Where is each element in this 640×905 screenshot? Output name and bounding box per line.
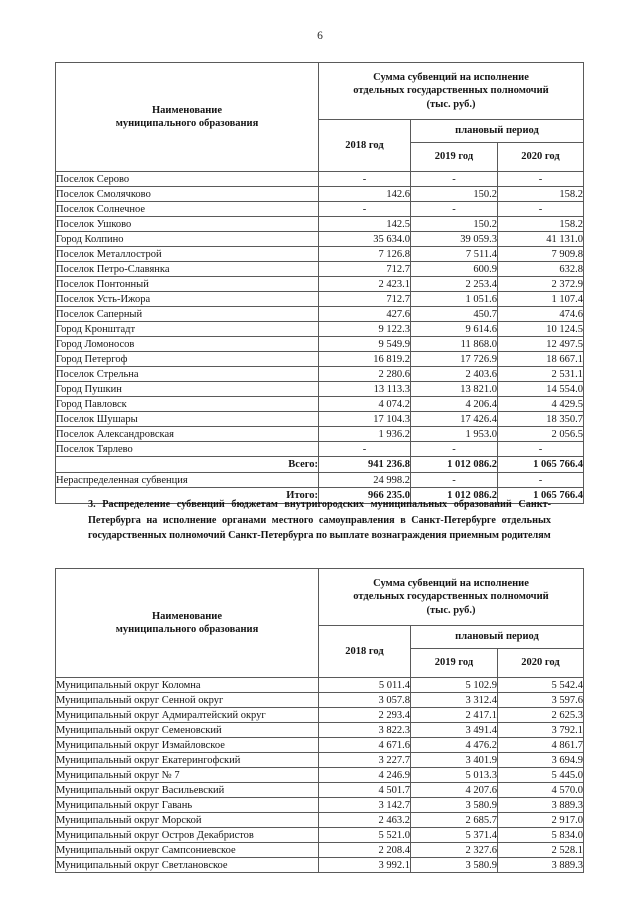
cell-municipality-name: Поселок Солнечное	[56, 202, 319, 217]
cell-year-2020: 7 909.8	[498, 247, 584, 262]
cell-municipality-name: Поселок Александровская	[56, 427, 319, 442]
cell-municipality-name: Муниципальный округ Семеновский	[56, 723, 319, 738]
table-row	[56, 858, 584, 873]
cell-year-2018: 17 104.3	[319, 412, 411, 427]
cell-year-2018: 4 074.2	[319, 397, 411, 412]
cell-year-2018: 9 549.9	[319, 337, 411, 352]
cell-year-2018: -	[319, 442, 411, 457]
cell-year-2020: 12 497.5	[498, 337, 584, 352]
header-sum-line-3: (тыс. руб.)	[426, 604, 476, 616]
cell-year-2018: 3 992.1	[319, 858, 411, 873]
cell-year-2020: 5 834.0	[498, 828, 584, 843]
cell-municipality-name: Поселок Петро-Славянка	[56, 262, 319, 277]
cell-municipality-name: Город Пушкин	[56, 382, 319, 397]
cell-year-2020: 3 792.1	[498, 723, 584, 738]
cell-year-2019: 3 491.4	[411, 723, 498, 738]
cell-year-2019: 2 403.6	[411, 367, 498, 382]
cell-year-2019: 9 614.6	[411, 322, 498, 337]
subventions-table-one	[55, 62, 584, 504]
table-row	[56, 828, 584, 843]
cell-summary-2018: 966 235.0	[319, 488, 411, 504]
cell-municipality-name: Муниципальный округ Васильевский	[56, 783, 319, 798]
table-row	[56, 813, 584, 828]
table-row	[56, 247, 584, 262]
cell-year-2018: 712.7	[319, 262, 411, 277]
cell-year-2020: 18 667.1	[498, 352, 584, 367]
cell-summary-2020: -	[498, 473, 584, 488]
cell-year-2019: -	[411, 172, 498, 187]
cell-year-2018: 7 126.8	[319, 247, 411, 262]
cell-year-2020: 14 554.0	[498, 382, 584, 397]
table-summary-row	[56, 457, 584, 473]
cell-year-2018: 2 463.2	[319, 813, 411, 828]
table-row	[56, 723, 584, 738]
cell-municipality-name: Поселок Серово	[56, 172, 319, 187]
cell-year-2018: 2 423.1	[319, 277, 411, 292]
header-planned-period: плановый период	[411, 626, 584, 649]
cell-year-2018: 3 057.8	[319, 693, 411, 708]
table-row	[56, 382, 584, 397]
table-row	[56, 798, 584, 813]
cell-year-2018: 712.7	[319, 292, 411, 307]
table-row	[56, 307, 584, 322]
cell-year-2020: 4 429.5	[498, 397, 584, 412]
table-summary-row	[56, 473, 584, 488]
cell-year-2018: 142.6	[319, 187, 411, 202]
table-row	[56, 397, 584, 412]
cell-summary-2020: 1 065 766.4	[498, 488, 584, 504]
header-name-line-2: муниципального образования	[115, 118, 259, 129]
table-row	[56, 277, 584, 292]
table-row	[56, 187, 584, 202]
cell-year-2020: 474.6	[498, 307, 584, 322]
cell-summary-2018: 941 236.8	[319, 457, 411, 473]
cell-year-2018: 9 122.3	[319, 322, 411, 337]
cell-year-2019: 150.2	[411, 187, 498, 202]
cell-municipality-name: Муниципальный округ Гавань	[56, 798, 319, 813]
cell-year-2019: 3 580.9	[411, 858, 498, 873]
table-row	[56, 262, 584, 277]
table-row	[56, 172, 584, 187]
table-one-header	[56, 63, 584, 172]
cell-municipality-name: Муниципальный округ Светлановское	[56, 858, 319, 873]
cell-municipality-name: Поселок Понтонный	[56, 277, 319, 292]
cell-year-2018: 3 142.7	[319, 798, 411, 813]
table-row	[56, 738, 584, 753]
header-name-line-1: Наименование	[152, 610, 222, 622]
cell-year-2019: 150.2	[411, 217, 498, 232]
cell-year-2019: 3 580.9	[411, 798, 498, 813]
table-row	[56, 322, 584, 337]
cell-year-2020: 2 917.0	[498, 813, 584, 828]
cell-year-2019: 11 868.0	[411, 337, 498, 352]
cell-municipality-name: Поселок Тярлево	[56, 442, 319, 457]
header-sum-line-3: (тыс. руб.)	[426, 98, 476, 110]
cell-municipality-name: Поселок Саперный	[56, 307, 319, 322]
cell-year-2018: 16 819.2	[319, 352, 411, 367]
cell-summary-2020: 1 065 766.4	[498, 457, 584, 473]
cell-municipality-name: Поселок Смолячково	[56, 187, 319, 202]
cell-year-2019: 1 953.0	[411, 427, 498, 442]
cell-year-2020: 41 131.0	[498, 232, 584, 247]
header-year-2018: 2018 год	[319, 626, 411, 678]
cell-year-2019: 17 726.9	[411, 352, 498, 367]
cell-year-2019: 4 207.6	[411, 783, 498, 798]
cell-year-2019: 39 059.3	[411, 232, 498, 247]
cell-year-2020: 3 597.6	[498, 693, 584, 708]
cell-year-2018: 4 501.7	[319, 783, 411, 798]
table-row	[56, 783, 584, 798]
cell-year-2019: 4 476.2	[411, 738, 498, 753]
cell-year-2019: 5 102.9	[411, 678, 498, 693]
cell-year-2019: 7 511.4	[411, 247, 498, 262]
cell-year-2019: 4 206.4	[411, 397, 498, 412]
cell-municipality-name: Город Петергоф	[56, 352, 319, 367]
header-year-2020: 2020 год	[498, 143, 584, 172]
section-3-paragraph: 3. Распределение субвенций бюджетам внутригородских муниципальных образований Санкт-Петербурга на исполнение органами местного самоуправления в Санкт-Петербурге отдельных государственных полномочий Санкт-Петербурга по выплате вознаграждения приемным родителям	[88, 499, 551, 541]
cell-municipality-name: Город Колпино	[56, 232, 319, 247]
cell-year-2019: 5 371.4	[411, 828, 498, 843]
cell-summary-label: Всего:	[56, 457, 319, 473]
cell-year-2018: 2 293.4	[319, 708, 411, 723]
cell-year-2020: -	[498, 202, 584, 217]
table-one-body	[56, 172, 584, 504]
cell-year-2020: 158.2	[498, 217, 584, 232]
table-row	[56, 412, 584, 427]
cell-year-2020: 632.8	[498, 262, 584, 277]
header-sum-line-1: Сумма субвенций на исполнение	[373, 578, 529, 590]
cell-year-2019: 17 426.4	[411, 412, 498, 427]
header-subvention-sum	[319, 63, 584, 120]
cell-year-2020: 1 107.4	[498, 292, 584, 307]
table-row	[56, 768, 584, 783]
table-two-body	[56, 678, 584, 873]
cell-municipality-name: Муниципальный округ Морской	[56, 813, 319, 828]
table-two-header	[56, 569, 584, 678]
cell-year-2020: 3 889.3	[498, 858, 584, 873]
table-row	[56, 693, 584, 708]
cell-year-2018: -	[319, 172, 411, 187]
table-row	[56, 232, 584, 247]
cell-year-2020: 2 625.3	[498, 708, 584, 723]
cell-year-2018: 4 671.6	[319, 738, 411, 753]
cell-municipality-name: Муниципальный округ Адмиралтейский округ	[56, 708, 319, 723]
cell-year-2018: 4 246.9	[319, 768, 411, 783]
cell-municipality-name: Поселок Стрельна	[56, 367, 319, 382]
cell-year-2019: 1 051.6	[411, 292, 498, 307]
header-sum-line-2: отдельных государственных полномочий	[353, 591, 549, 603]
table-row	[56, 753, 584, 768]
header-year-2019: 2019 год	[411, 649, 498, 678]
cell-year-2018: 35 634.0	[319, 232, 411, 247]
cell-municipality-name: Муниципальный округ Сенной округ	[56, 693, 319, 708]
table-row	[56, 367, 584, 382]
cell-municipality-name: Муниципальный округ № 7	[56, 768, 319, 783]
cell-year-2018: 2 208.4	[319, 843, 411, 858]
table-row	[56, 217, 584, 232]
cell-municipality-name: Муниципальный округ Сампсониевское	[56, 843, 319, 858]
cell-year-2020: 5 445.0	[498, 768, 584, 783]
header-year-2019: 2019 год	[411, 143, 498, 172]
cell-summary-2019: 1 012 086.2	[411, 488, 498, 504]
cell-year-2019: -	[411, 442, 498, 457]
cell-year-2020: 3 694.9	[498, 753, 584, 768]
cell-year-2019: 13 821.0	[411, 382, 498, 397]
cell-year-2020: 2 372.9	[498, 277, 584, 292]
cell-year-2020: 5 542.4	[498, 678, 584, 693]
table-row	[56, 337, 584, 352]
cell-year-2020: -	[498, 172, 584, 187]
cell-year-2018: 427.6	[319, 307, 411, 322]
cell-year-2018: 2 280.6	[319, 367, 411, 382]
header-subvention-sum	[319, 569, 584, 626]
cell-year-2019: 600.9	[411, 262, 498, 277]
table-row	[56, 843, 584, 858]
cell-year-2018: 142.5	[319, 217, 411, 232]
cell-summary-label: Нераспределенная субвенция	[56, 473, 319, 488]
cell-summary-label: Итого:	[56, 488, 319, 504]
cell-municipality-name: Поселок Шушары	[56, 412, 319, 427]
cell-year-2018: 3 227.7	[319, 753, 411, 768]
cell-summary-2018: 24 998.2	[319, 473, 411, 488]
cell-summary-2019: -	[411, 473, 498, 488]
table-row	[56, 352, 584, 367]
header-municipality-name	[56, 569, 319, 678]
header-year-2020: 2020 год	[498, 649, 584, 678]
cell-year-2019: 450.7	[411, 307, 498, 322]
cell-year-2019: 3 312.4	[411, 693, 498, 708]
cell-year-2020: 10 124.5	[498, 322, 584, 337]
cell-year-2019: -	[411, 202, 498, 217]
cell-year-2020: 2 056.5	[498, 427, 584, 442]
header-name-line-2: муниципального образования	[115, 624, 259, 635]
cell-year-2020: 2 528.1	[498, 843, 584, 858]
table-row	[56, 202, 584, 217]
cell-municipality-name: Поселок Усть-Ижора	[56, 292, 319, 307]
header-sum-line-1: Сумма субвенций на исполнение	[373, 72, 529, 84]
cell-year-2020: 4 570.0	[498, 783, 584, 798]
cell-municipality-name: Муниципальный округ Екатерингофский	[56, 753, 319, 768]
cell-year-2020: 4 861.7	[498, 738, 584, 753]
cell-year-2019: 2 417.1	[411, 708, 498, 723]
header-planned-period: плановый период	[411, 120, 584, 143]
cell-municipality-name: Муниципальный округ Коломна	[56, 678, 319, 693]
cell-year-2018: 1 936.2	[319, 427, 411, 442]
page-number: 6	[317, 30, 323, 42]
cell-year-2020: 158.2	[498, 187, 584, 202]
table-row	[56, 678, 584, 693]
cell-municipality-name: Город Ломоносов	[56, 337, 319, 352]
table-row	[56, 292, 584, 307]
cell-year-2018: 13 113.3	[319, 382, 411, 397]
table-row	[56, 708, 584, 723]
header-name-line-1: Наименование	[152, 104, 222, 116]
header-municipality-name	[56, 63, 319, 172]
cell-year-2018: -	[319, 202, 411, 217]
header-sum-line-2: отдельных государственных полномочий	[353, 85, 549, 97]
cell-municipality-name: Поселок Ушково	[56, 217, 319, 232]
cell-year-2019: 2 253.4	[411, 277, 498, 292]
cell-year-2019: 2 327.6	[411, 843, 498, 858]
cell-municipality-name: Город Павловск	[56, 397, 319, 412]
cell-year-2019: 2 685.7	[411, 813, 498, 828]
cell-year-2019: 5 013.3	[411, 768, 498, 783]
cell-municipality-name: Поселок Металлострой	[56, 247, 319, 262]
cell-year-2018: 5 011.4	[319, 678, 411, 693]
cell-year-2018: 5 521.0	[319, 828, 411, 843]
cell-summary-2019: 1 012 086.2	[411, 457, 498, 473]
cell-municipality-name: Муниципальный округ Остров Декабристов	[56, 828, 319, 843]
cell-year-2018: 3 822.3	[319, 723, 411, 738]
cell-year-2020: 3 889.3	[498, 798, 584, 813]
header-year-2018: 2018 год	[319, 120, 411, 172]
subventions-table-two	[55, 568, 584, 873]
cell-municipality-name: Муниципальный округ Измайловское	[56, 738, 319, 753]
cell-year-2020: 2 531.1	[498, 367, 584, 382]
cell-municipality-name: Город Кронштадт	[56, 322, 319, 337]
cell-year-2020: -	[498, 442, 584, 457]
cell-year-2019: 3 401.9	[411, 753, 498, 768]
cell-year-2020: 18 350.7	[498, 412, 584, 427]
table-row	[56, 442, 584, 457]
table-row	[56, 427, 584, 442]
